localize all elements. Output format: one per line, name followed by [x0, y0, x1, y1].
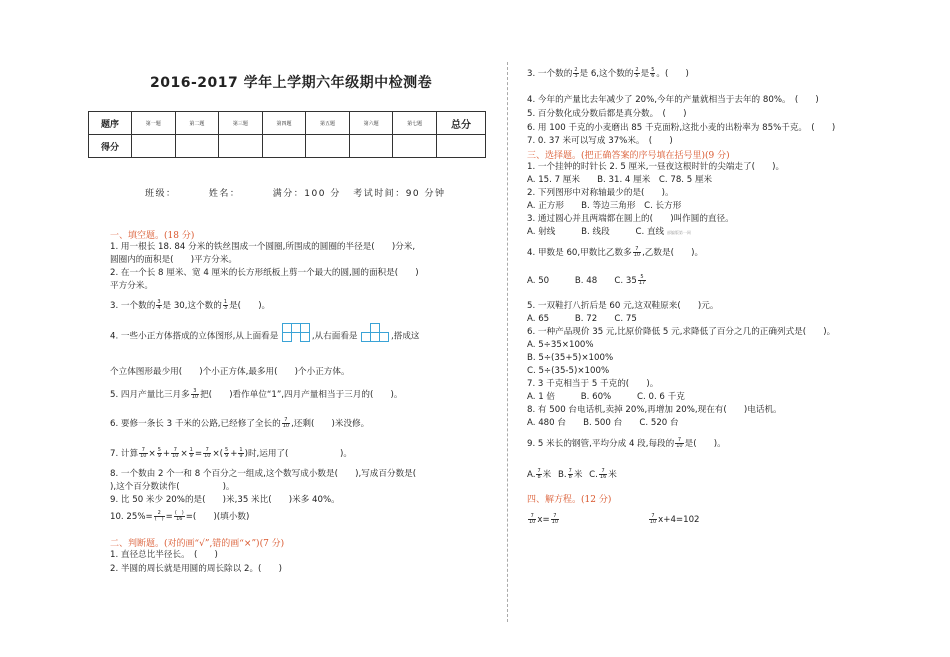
equation-1-text: x= — [537, 515, 550, 525]
fraction-7-10: $\frac{7}{10}$ — [676, 437, 683, 449]
watermark: 部编版第一网 — [666, 230, 691, 235]
exam-info — [145, 186, 474, 199]
score-table — [88, 111, 486, 158]
choice-9-options — [527, 469, 917, 481]
choice-3-options — [527, 226, 917, 239]
q7-post: 时,运用了( )。 — [247, 449, 352, 459]
section-3-heading: 三、选择题。(把正确答案的序号填在括号里)(9 分) — [527, 151, 730, 161]
c9-pre: 9. 5 米长的钢管,平均分成 4 段,每段的 — [527, 439, 675, 449]
fraction-7-10: $\frac{7}{10}$ — [140, 447, 147, 459]
score-cell[interactable] — [306, 135, 350, 158]
fraction-7-10: $\frac{7}{10}$ — [172, 447, 179, 459]
q10-post: =( )(填小数) — [185, 512, 250, 522]
equations-row — [527, 514, 917, 526]
score-col-3: 第三题 — [219, 112, 263, 135]
fraction-1-9: $\frac{1}{9}$ — [189, 447, 193, 459]
choice-4 — [527, 247, 917, 259]
c9-option-a-label: A. — [527, 470, 536, 480]
score-cell[interactable] — [219, 135, 263, 158]
fraction-7-10: $\frac{7}{10}$ — [282, 417, 290, 429]
score-cell[interactable] — [437, 135, 486, 158]
full-score-label: 满分：100 分 — [272, 189, 341, 199]
q4-pre: 4. 一些小正方体搭成的立体图形,从上面看是 — [110, 331, 279, 342]
fraction-7-10: $\frac{7}{10}$ — [551, 513, 559, 525]
judge-6: 6. 用 100 千克的小麦磨出 85 千克面粉,这批小麦的出粉率为 85%千克。 ( ) — [527, 123, 836, 133]
c9-option-a-unit: 米 — [542, 470, 552, 480]
j3-end: 。( ) — [656, 69, 689, 79]
question-5 — [110, 389, 490, 401]
question-9: 9. 比 50 米少 20%的是( )米,35 米比( )米多 40%。 — [110, 495, 340, 505]
question-8-line-2: ),这个百分数读作( )。 — [110, 482, 235, 492]
c4-options-text: A. 50 B. 48 C. 35 — [527, 276, 637, 286]
q4-post: ,搭成这 — [391, 331, 420, 342]
class-label: 班级： — [145, 189, 177, 199]
judge-5: 5. 百分数化成分数后都是真分数。 ( ) — [527, 109, 687, 119]
score-row2-label: 得分 — [89, 135, 132, 158]
fraction-3-4: $\frac{3}{4}$ — [157, 299, 161, 311]
choice-7: 7. 3 千克相当于 5 千克的( )。 — [527, 379, 659, 389]
fraction-1-3: $\frac{1}{3}$ — [223, 299, 228, 311]
score-total-label: 总分 — [437, 112, 486, 135]
judge-3 — [527, 68, 917, 80]
equation-1 — [527, 515, 560, 525]
question-8-line-1: 8. 一个数由 2 个一和 8 个百分之一组成,这个数写成小数是( ),写成百分数是( — [110, 469, 417, 479]
q6-pre: 6. 要修一条长 3 千米的公路,已经修了全长的 — [110, 419, 281, 429]
choice-6: 6. 一种产品现价 35 元,比原价降低 5 元,求降低了百分之几的正确列式是( )。 — [527, 327, 836, 337]
exam-title: 2016-2017 学年上学期六年级期中检测卷 — [150, 75, 433, 91]
q3-post: 是( )。 — [229, 301, 271, 311]
judge-7: 7. 0. 37 米可以写成 37%米。 ( ) — [527, 136, 673, 146]
score-col-5: 第五题 — [306, 112, 350, 135]
fraction-7-10: $\frac{7}{10}$ — [204, 447, 211, 459]
question-1-line-1: 1. 用一根长 18. 84 分米的铁丝围成一个圆圈,所围成的圆圈的半径是( )分米, — [110, 242, 416, 252]
c9-option-c-label: C. — [589, 470, 598, 480]
question-4-line-1 — [110, 322, 490, 350]
right-view-figure — [360, 322, 388, 350]
score-cell[interactable] — [132, 135, 176, 158]
fraction-7-16: $\frac{7}{16}$ — [599, 468, 607, 480]
fraction-7-8: $\frac{7}{8}$ — [568, 468, 572, 480]
score-col-7: 第七题 — [393, 112, 437, 135]
q10-pre: 10. 25%= — [110, 512, 153, 522]
c9-option-c-unit: 米 — [608, 470, 617, 480]
equation-2-text: x+4=102 — [658, 515, 700, 525]
fraction-5-9: $\frac{5}{9}$ — [225, 447, 229, 459]
choice-2-options: A. 正方形 B. 等边三角形 C. 长方形 — [527, 201, 682, 211]
q5-pre: 5. 四月产量比三月多 — [110, 390, 190, 400]
q3-mid: 是 30,这个数的 — [162, 301, 222, 311]
q4-mid: ,从右面看是 — [311, 331, 358, 342]
fraction-1-9: $\frac{1}{9}$ — [239, 447, 243, 459]
fraction-7-10: $\frac{7}{10}$ — [633, 246, 641, 258]
section-2-heading: 二、判断题。(对的画“√”,错的画“×”)(7 分) — [110, 539, 285, 549]
fraction-3-10: $\frac{3}{10}$ — [191, 388, 199, 400]
score-col-2: 第二题 — [175, 112, 219, 135]
fraction-7-10: $\frac{7}{10}$ — [529, 513, 536, 525]
name-label: 姓名： — [208, 189, 241, 199]
fraction-2-5: $\frac{2}{5}$ — [635, 67, 639, 79]
fraction-5-6: $\frac{5}{6}$ — [651, 67, 655, 79]
q5-post: 把( )看作单位“1”,四月产量相当于三月的( )。 — [200, 390, 403, 400]
choice-7-options: A. 1 倍 B. 60% C. 0. 6 千克 — [527, 392, 685, 402]
equation-2 — [648, 515, 700, 525]
j3-pre: 3. 一个数的 — [527, 69, 573, 79]
score-col-6: 第六题 — [349, 112, 393, 135]
choice-6-option-c: C. 5÷(35-5)×100% — [527, 366, 610, 376]
time-label: 考试时间：90 分钟 — [353, 189, 446, 199]
choice-5: 5. 一双鞋打八折后是 60 元,这双鞋原来( )元。 — [527, 301, 719, 311]
score-cell[interactable] — [262, 135, 306, 158]
fraction-5-17: $\frac{5}{17}$ — [638, 274, 646, 286]
c4-post: ,乙数是( )。 — [642, 248, 704, 258]
c9-post: 是( )。 — [684, 439, 726, 449]
fraction-7-8: $\frac{7}{8}$ — [537, 468, 541, 480]
q6-post: ,还剩( )米没修。 — [291, 419, 370, 429]
judge-1: 1. 直径总比半径长。 ( ) — [110, 550, 218, 560]
judge-4: 4. 今年的产量比去年减少了 20%,今年的产量就相当于去年的 80%。 ( ) — [527, 95, 819, 105]
question-10: 10. 25%= $\frac{2}{( )}$ = $\frac{( )}{16}$ =( )(填小数) — [110, 510, 250, 522]
score-cell[interactable] — [175, 135, 219, 158]
question-3 — [110, 300, 490, 312]
fraction-7-10: $\frac{7}{10}$ — [649, 513, 657, 525]
choice-5-options: A. 65 B. 72 C. 75 — [527, 314, 637, 324]
fraction-blank-1: $\frac{2}{( )}$ — [154, 510, 164, 522]
score-col-4: 第四题 — [262, 112, 306, 135]
question-7: 7. 计算 $\frac{7}{10}$ × $\frac{5}{9}$ + $\frac{7}{10}$ × $\frac{1}{9}$ = $\frac{7}{10}$ ×( $\frac{5}{9}$ + $\frac{1}{9}$ )时,运用了( )。 — [110, 447, 352, 459]
choice-6-option-b: B. 5÷(35+5)×100% — [527, 353, 614, 363]
c9-option-b-unit: 米 — [573, 470, 583, 480]
top-view-figure — [281, 322, 309, 350]
judge-2: 2. 半圆的周长就是用圆的周长除以 2。( ) — [110, 564, 282, 574]
question-4-line-2: 个立体图形最少用( )个小正方体,最多用( )个小正方体。 — [110, 367, 350, 377]
choice-4-options — [527, 275, 917, 287]
fraction-blank-2: $\frac{( )}{16}$ — [174, 510, 184, 522]
j3-post: 是 — [640, 69, 650, 79]
choice-2: 2. 下列图形中对称轴最少的是( )。 — [527, 188, 674, 198]
choice-1-options: A. 15. 7 厘米 B. 31. 4 厘米 C. 78. 5 厘米 — [527, 175, 713, 185]
question-1-line-2: 圆圈内的面积是( )平方分米。 — [110, 255, 238, 265]
score-cell[interactable] — [393, 135, 437, 158]
section-4-heading: 四、解方程。(12 分) — [527, 495, 612, 505]
choice-8: 8. 有 500 台电话机,卖掉 20%,再增加 20%,现在有( )电话机。 — [527, 405, 782, 415]
section-1-heading: 一、填空题。(18 分) — [110, 231, 195, 241]
question-2-line-2: 平方分米。 — [110, 281, 153, 291]
choice-3: 3. 通过圆心并且两端都在圆上的( )叫作圆的直径。 — [527, 214, 734, 224]
score-table-header-row — [89, 112, 486, 135]
question-2-line-1: 2. 在一个长 8 厘米、宽 4 厘米的长方形纸板上剪一个最大的圆,圆的面积是( ) — [110, 268, 419, 278]
choice-1: 1. 一个挂钟的时针长 2. 5 厘米,一昼夜这根时针的尖端走了( )。 — [527, 162, 785, 172]
choice-8-options: A. 480 台 B. 500 台 C. 520 台 — [527, 418, 679, 428]
q3-pre: 3. 一个数的 — [110, 301, 156, 311]
c4-pre: 4. 甲数是 60,甲数比乙数多 — [527, 248, 632, 258]
fraction-5-9: $\frac{5}{9}$ — [157, 447, 161, 459]
score-col-1: 第一题 — [132, 112, 176, 135]
score-row-label: 题序 — [89, 112, 132, 135]
choice-6-option-a: A. 5÷35×100% — [527, 340, 594, 350]
c3-options-text: A. 射线 B. 线段 C. 直线 — [527, 227, 665, 237]
question-6 — [110, 418, 490, 430]
q7-pre: 7. 计算 — [110, 449, 139, 459]
score-table-score-row — [89, 135, 486, 158]
fraction-2-3: $\frac{2}{3}$ — [574, 67, 578, 79]
j3-mid: 是 6,这个数的 — [579, 69, 634, 79]
column-divider — [507, 62, 508, 622]
c9-option-b-label: B. — [558, 470, 567, 480]
score-cell[interactable] — [349, 135, 393, 158]
choice-9 — [527, 438, 917, 450]
